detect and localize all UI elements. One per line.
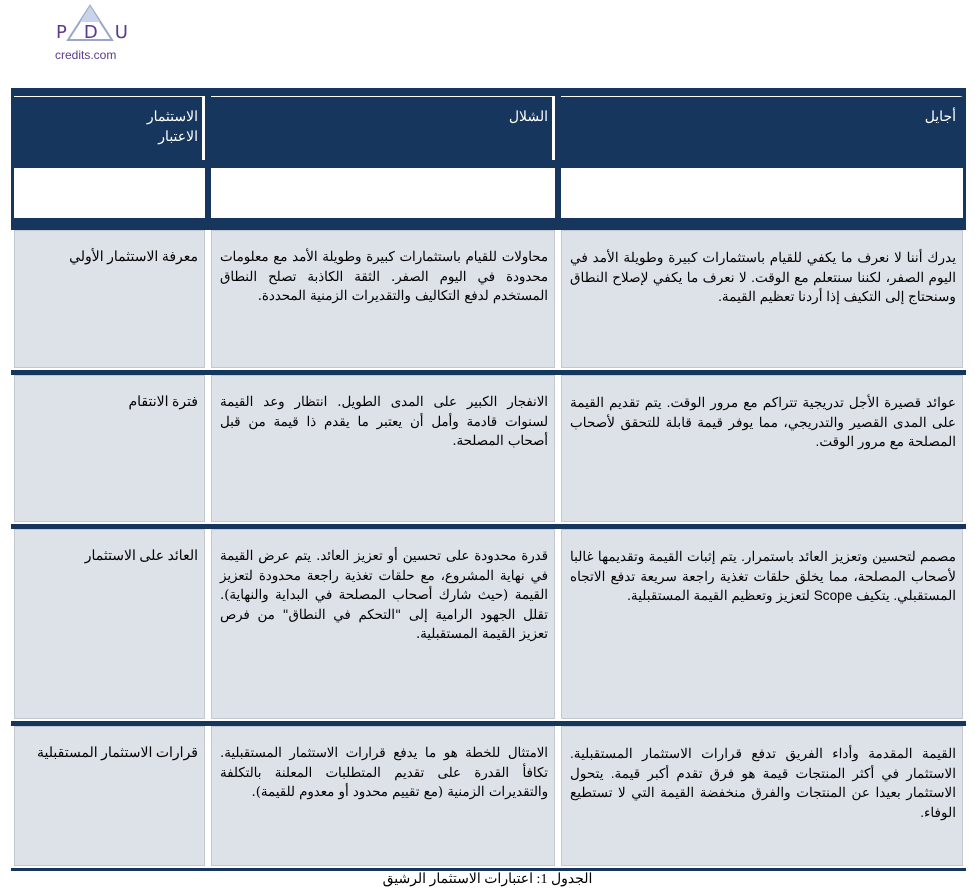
waterfall-cell: الامتثال للخطة هو ما يدفع قرارات الاستثمار المستقبلية. تكافأ القدرة على تقديم المتطلبات المعلنة بالتكلفة والتقديرات الزمنية (مع تقييم محدود أو معدوم للقيمة).	[220, 746, 548, 800]
table-row	[11, 726, 966, 868]
table-header-row	[11, 88, 966, 162]
header-cell-waterfall: الشلال	[208, 88, 558, 162]
consideration-cell: العائد على الاستثمار	[84, 549, 198, 564]
table-row	[11, 230, 966, 370]
logo-site-name: credits.com	[55, 48, 117, 62]
row-divider	[11, 220, 966, 230]
header-cell-consideration: الاستثمار الاعتبار	[11, 88, 208, 162]
waterfall-cell: قدرة محدودة على تحسين أو تعزيز العائد. يتم عرض القيمة في نهاية المشروع، مع حلقات تغذية راجعة محدودة لتعزيز القيمة (حيث شارك أصحاب المصلحة في البداية والنهاية). تقلل الجهود الرامية إلى "التحكم في النطاق" من فرص تعزيز القيمة المستقبلية.	[220, 549, 548, 642]
agile-cell: القيمة المقدمة وأداء الفريق تدفع قرارات الاستثمار المستقبلية. الاستثمار في أكثر المنتجات قيمة هو فرق تقدم أكبر قيمة. يتحول الاستثمار بعيدا عن المنتجات والفرق منخفضة القيمة التي لا تستطيع الوفاء.	[570, 746, 956, 820]
table-blank-row	[11, 162, 966, 220]
table-row	[11, 375, 966, 524]
pdu-credits-logo	[50, 2, 130, 62]
logo-letter-p: P	[56, 22, 67, 43]
waterfall-cell: محاولات للقيام باستثمارات كبيرة وطويلة الأمد مع معلومات محدودة في اليوم الصفر. الثقة الكاذبة تصلح النطاق المستخدم لدفع التكاليف والتقديرات الزمنية المحددة.	[220, 250, 548, 304]
header-cell-agile: أجايل	[558, 88, 966, 162]
agile-cell: يدرك أننا لا نعرف ما يكفي للقيام باستثمارات كبيرة وطويلة الأمد في اليوم الصفر، لكننا سنتعلم مع الوقت. لا نعرف ما يكفي لإصلاح النطاق وسنحتاج إلى التكيف إذا أردنا تعظيم القيمة.	[570, 250, 956, 304]
logo-letter-u: U	[114, 22, 128, 43]
agile-cell: عوائد قصيرة الأجل تدريجية تتراكم مع مرور الوقت. يتم تقديم القيمة على المدى القصير والتدريجي، مما يوفر قيمة قابلة للتحقق لأصحاب المصلحة مع مرور الوقت.	[570, 395, 956, 449]
agile-cell: مصمم لتحسين وتعزيز العائد باستمرار. يتم إثبات القيمة وتقديمها غالبا لأصحاب المصلحة، مما يخلق حلقات تغذية راجعة سريعة تدفع الاتجاه المستقبلي. يتكيف Scope لتعزيز وتعظيم القيمة المستقبلية.	[570, 549, 956, 603]
consideration-cell: معرفة الاستثمار الأولي	[69, 250, 198, 265]
waterfall-cell: الانفجار الكبير على المدى الطويل. انتظار وعد القيمة لسنوات قادمة وأمل أن يعتبر ما يقدم ذا قيمة من قبل أصحاب المصلحة.	[220, 395, 548, 449]
consideration-cell: فترة الانتقام	[128, 395, 198, 410]
consideration-cell: قرارات الاستثمار المستقبلية	[37, 746, 198, 761]
table-row	[11, 529, 966, 721]
logo-letter-d: D	[83, 22, 98, 43]
table-caption: الجدول 1: اعتبارات الاستثمار الرشيق	[382, 872, 593, 887]
